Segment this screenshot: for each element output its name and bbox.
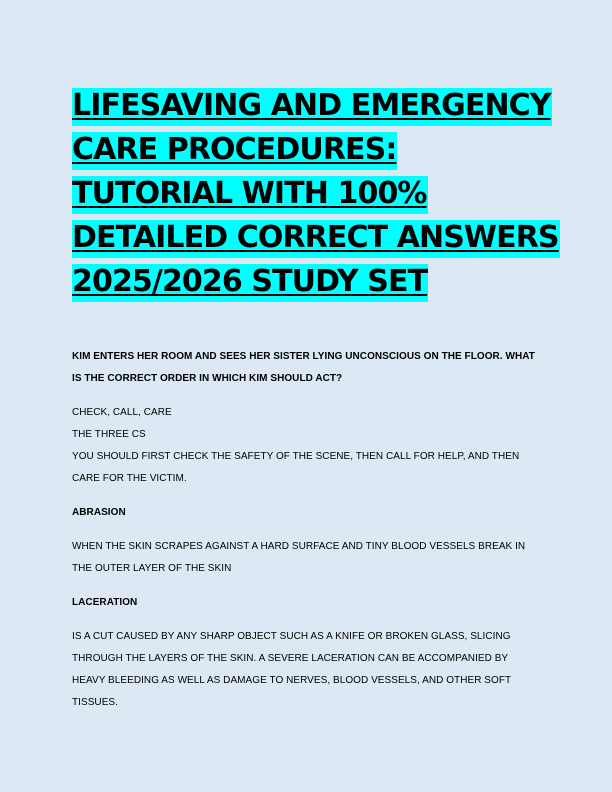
title-line: 2025/2026 STUDY SET: [72, 260, 542, 304]
document-title: [72, 84, 559, 304]
title-line: TUTORIAL WITH 100%: [72, 172, 542, 216]
title-line: DETAILED CORRECT ANSWERS: [72, 216, 542, 260]
question-text: KIM ENTERS HER ROOM AND SEES HER SISTER LYING UNCONSCIOUS ON THE FLOOR. WHAT IS THE CORRECT ORDER IN WHICH KIM SHOULD ACT?: [72, 351, 535, 384]
answer-text: WHEN THE SKIN SCRAPES AGAINST A HARD SURFACE AND TINY BLOOD VESSELS BREAK IN THE OUTER LAYER OF THE SKIN: [72, 541, 526, 574]
title-line: LIFESAVING AND EMERGENCY: [72, 84, 542, 128]
document-page: [72, 84, 559, 708]
answer-text: IS A CUT CAUSED BY ANY SHARP OBJECT SUCH AS A KNIFE OR BROKEN GLASS, SLICING THROUGH THE LAYERS OF THE SKIN. A SEVERE LACERATION CAN BE ACCOMPANIED BY HEAVY BLEEDING AS WELL AS DAMAGE TO NERVES, BLOOD VESSELS, AND OTHER SOFT TISSUES.: [72, 631, 511, 708]
answer-text: CHECK, CALL, CARE: [72, 407, 172, 418]
question-text: LACERATION: [72, 597, 138, 608]
document-body: [72, 346, 542, 714]
title-line: CARE PROCEDURES:: [72, 128, 542, 172]
answer-text: THE THREE CS: [72, 429, 146, 440]
answer-text: YOU SHOULD FIRST CHECK THE SAFETY OF THE SCENE, THEN CALL FOR HELP, AND THEN CARE FOR THE VICTIM.: [72, 451, 520, 484]
question-text: ABRASION: [72, 507, 126, 518]
